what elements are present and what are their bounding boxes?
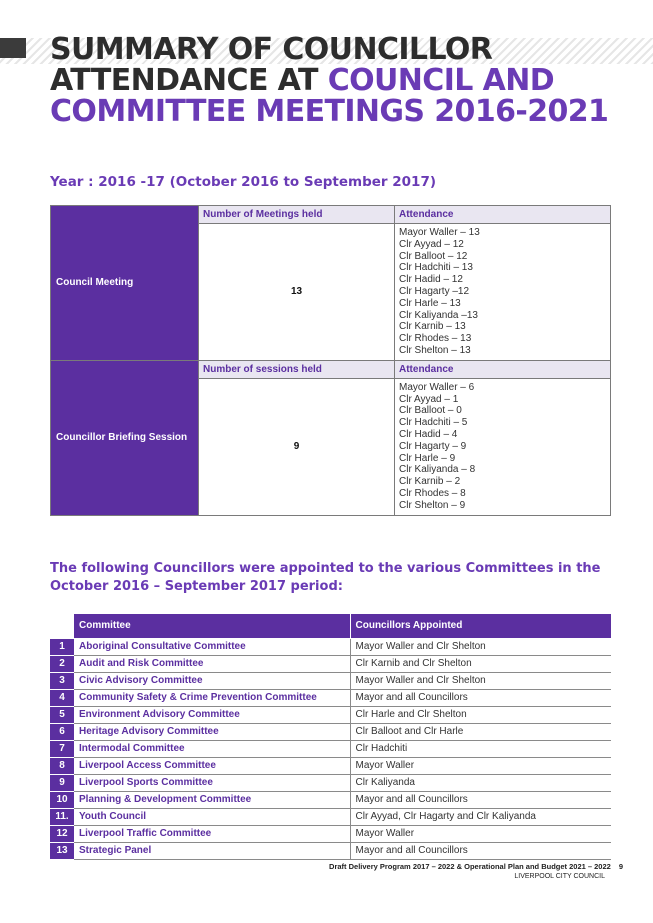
footer-org: LIVERPOOL CITY COUNCIL <box>514 873 605 880</box>
committee-name: Environment Advisory Committee <box>74 706 350 723</box>
committee-column-header: Committee <box>74 614 350 638</box>
page-title <box>50 34 640 127</box>
councillors-appointed: Mayor and all Councillors <box>350 689 611 706</box>
header-tab-marker <box>0 38 26 58</box>
title-line-2 <box>50 65 640 96</box>
councillors-appointed: Clr Hadchiti <box>350 740 611 757</box>
committee-table <box>50 614 611 860</box>
row-number: 4 <box>50 689 74 706</box>
committee-name: Liverpool Traffic Committee <box>74 825 350 842</box>
attendance-item: Clr Kaliyanda – 8 <box>399 464 476 476</box>
committee-name: Liverpool Sports Committee <box>74 774 350 791</box>
attendance-header: Attendance <box>395 360 611 378</box>
table-row <box>50 774 611 791</box>
councillors-appointed: Mayor Waller and Clr Shelton <box>350 672 611 689</box>
briefing-session-label: Councillor Briefing Session <box>51 360 199 515</box>
committee-name: Youth Council <box>74 808 350 825</box>
council-meeting-label: Council Meeting <box>51 206 199 361</box>
councillors-appointed: Mayor Waller and Clr Shelton <box>350 638 611 655</box>
councillors-appointed: Clr Ayyad, Clr Hagarty and Clr Kaliyanda <box>350 808 611 825</box>
attendance-item: Clr Hadchiti – 13 <box>399 262 473 274</box>
attendance-item: Clr Karnib – 2 <box>399 476 461 488</box>
attendance-item: Clr Hadid – 12 <box>399 274 463 286</box>
briefing-header-row <box>51 360 611 378</box>
committee-name: Civic Advisory Committee <box>74 672 350 689</box>
table-row <box>50 672 611 689</box>
committee-name: Liverpool Access Committee <box>74 757 350 774</box>
row-number: 6 <box>50 723 74 740</box>
attendance-item: Clr Balloot – 12 <box>399 250 468 262</box>
table-row <box>50 638 611 655</box>
attendance-header: Attendance <box>395 206 611 224</box>
councillors-appointed: Clr Harle and Clr Shelton <box>350 706 611 723</box>
attendance-item: Clr Hagarty –12 <box>399 285 470 297</box>
councillors-appointed: Clr Balloot and Clr Harle <box>350 723 611 740</box>
table-row <box>50 791 611 808</box>
header-index-blank <box>50 614 74 638</box>
attendance-item: Clr Ayyad – 12 <box>399 238 464 250</box>
councillors-appointed: Mayor and all Councillors <box>350 842 611 859</box>
row-number: 8 <box>50 757 74 774</box>
attendance-item: Clr Rhodes – 13 <box>399 333 472 345</box>
attendance-item: Clr Hadchiti – 5 <box>399 417 468 429</box>
row-number: 12 <box>50 825 74 842</box>
title-line-2-dark: ATTENDANCE AT <box>50 63 328 98</box>
title-line-3: COMMITTEE MEETINGS 2016-2021 <box>50 94 609 129</box>
table-row <box>50 808 611 825</box>
councillors-appointed: Mayor and all Councillors <box>350 791 611 808</box>
row-number: 9 <box>50 774 74 791</box>
attendance-item: Clr Shelton – 9 <box>399 499 466 511</box>
row-number: 2 <box>50 655 74 672</box>
attendance-item: Clr Kaliyanda –13 <box>399 309 478 321</box>
row-number: 13 <box>50 842 74 859</box>
meetings-held-header: Number of Meetings held <box>199 206 395 224</box>
committee-name: Heritage Advisory Committee <box>74 723 350 740</box>
council-meeting-attendance <box>395 224 611 361</box>
attendance-item: Clr Harle – 13 <box>399 297 461 309</box>
row-number: 11. <box>50 808 74 825</box>
attendance-table <box>50 205 611 516</box>
page-number: 9 <box>618 862 623 871</box>
page-footer <box>329 862 623 880</box>
committee-name: Planning & Development Committee <box>74 791 350 808</box>
councillors-appointed: Clr Kaliyanda <box>350 774 611 791</box>
sessions-held-header: Number of sessions held <box>199 360 395 378</box>
committee-name: Audit and Risk Committee <box>74 655 350 672</box>
attendance-item: Clr Harle – 9 <box>399 452 456 464</box>
committee-table-header <box>50 614 611 638</box>
councillors-appointed: Mayor Waller <box>350 825 611 842</box>
footer-doc-title: Draft Delivery Program 2017 – 2022 & Operational Plan and Budget 2021 – 2022 <box>329 862 611 871</box>
committee-heading: The following Councillors were appointed to the various Committees in the October 2016 – September 2017 period: <box>50 561 601 594</box>
table-row <box>50 723 611 740</box>
committee-name: Community Safety & Crime Prevention Committee <box>74 689 350 706</box>
footer-line <box>329 862 623 871</box>
council-meeting-count: 13 <box>199 224 395 361</box>
table-row <box>50 706 611 723</box>
committee-name: Aboriginal Consultative Committee <box>74 638 350 655</box>
attendance-item: Clr Hadid – 4 <box>399 428 458 440</box>
table-row <box>50 689 611 706</box>
attendance-item: Clr Rhodes – 8 <box>399 487 466 499</box>
year-heading: Year : 2016 -17 (October 2016 to September 2017) <box>50 174 437 190</box>
attendance-item: Mayor Waller – 13 <box>399 227 480 238</box>
title-line-1: SUMMARY OF COUNCILLOR <box>50 32 493 67</box>
table-row <box>50 655 611 672</box>
row-number: 7 <box>50 740 74 757</box>
table-row <box>50 842 611 859</box>
attendance-item: Clr Ayyad – 1 <box>399 393 459 405</box>
councillors-appointed: Mayor Waller <box>350 757 611 774</box>
title-line-2-accent: COUNCIL AND <box>327 63 555 98</box>
row-number: 10 <box>50 791 74 808</box>
appointed-column-header: Councillors Appointed <box>350 614 611 638</box>
briefing-session-count: 9 <box>199 378 395 515</box>
table-row <box>50 757 611 774</box>
row-number: 1 <box>50 638 74 655</box>
row-number: 5 <box>50 706 74 723</box>
briefing-session-attendance <box>395 378 611 515</box>
council-meeting-header-row <box>51 206 611 224</box>
table-row <box>50 740 611 757</box>
attendance-item: Clr Karnib – 13 <box>399 321 466 333</box>
attendance-item: Clr Shelton – 13 <box>399 344 471 356</box>
attendance-item: Clr Hagarty – 9 <box>399 440 467 452</box>
row-number: 3 <box>50 672 74 689</box>
councillors-appointed: Clr Karnib and Clr Shelton <box>350 655 611 672</box>
committee-name: Strategic Panel <box>74 842 350 859</box>
table-row <box>50 825 611 842</box>
committee-name: Intermodal Committee <box>74 740 350 757</box>
attendance-item: Clr Balloot – 0 <box>399 405 462 417</box>
attendance-item: Mayor Waller – 6 <box>399 381 475 393</box>
